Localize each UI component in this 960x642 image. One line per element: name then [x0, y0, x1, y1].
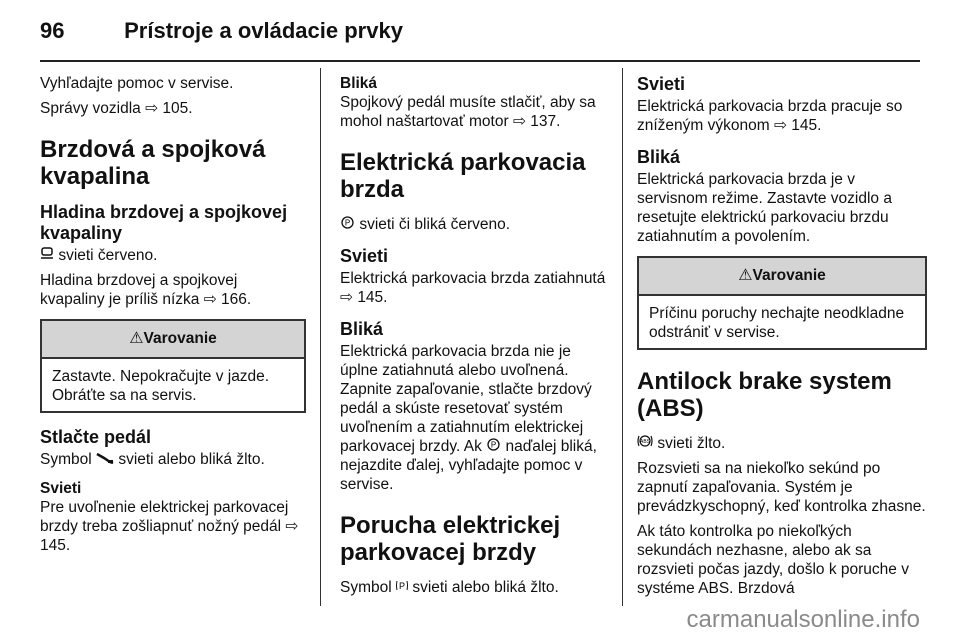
paragraph: Elektrická parkovacia brzda zatiahnutá ⇨ 145. [340, 270, 606, 306]
reference-arrow-icon: ⇨ [145, 100, 159, 117]
warning-header: ⚠Varovanie [42, 321, 304, 359]
page-header [40, 18, 403, 44]
section-heading: Brzdová a spojková kvapalina [40, 136, 266, 190]
header-rule [40, 60, 920, 62]
page-reference[interactable]: 145. [40, 537, 71, 554]
reference-arrow-icon: ⇨ [203, 291, 217, 308]
subsection-heading: Hladina brzdovej a spojkovej kvapaliny [40, 202, 288, 243]
reference-arrow-icon: ⇨ [340, 289, 353, 306]
svg-text:P: P [491, 440, 497, 450]
warning-header: ⚠Varovanie [639, 258, 925, 296]
paragraph: Hladina brzdovej a spojkovej kvapaliny je príliš nízka ⇨ 166. [40, 272, 252, 308]
clutch-pedal-icon [96, 452, 114, 464]
section-heading: Elektrická parkovacia brzda [340, 149, 586, 203]
warning-text: Zastavte. Nepokračujte v jazde. Obráťte sa na servis. [52, 368, 270, 404]
subsection-heading: Stlačte pedál [40, 427, 152, 447]
paragraph: ABS svieti žlto. [637, 434, 927, 453]
paragraph: svieti červeno. [40, 246, 306, 265]
reference-arrow-icon: ⇨ [773, 117, 787, 134]
brake-fluid-icon [40, 247, 54, 260]
column-divider [320, 68, 321, 606]
warning-box [637, 256, 927, 350]
column-1 [40, 74, 306, 561]
warning-triangle-icon: ⚠ [129, 330, 144, 347]
warning-text: Príčinu poruchy nechajte neodkladne odstrániť v servise. [649, 305, 905, 341]
page-reference[interactable]: 137. [530, 113, 561, 130]
paragraph: Elektrická parkovacia brzda pracuje so zníženým výkonom ⇨ 145. [637, 98, 903, 134]
warning-triangle-icon: ⚠ [738, 267, 753, 284]
column-3 [637, 74, 927, 604]
svg-text:P: P [398, 581, 406, 591]
reference-arrow-icon: ⇨ [512, 113, 526, 130]
paragraph: Rozsvieti sa na niekoľko sekúnd po zapnutí zapaľovania. Systém je prevádzkyschopný, keď kontrolka zhasne. [637, 460, 926, 515]
column-divider [622, 68, 623, 606]
paragraph: P svieti či bliká červeno. [340, 215, 608, 234]
section-heading: Antilock brake system (ABS) [637, 368, 892, 422]
subsection-heading: Bliká [637, 147, 681, 167]
subheading: Svieti [40, 480, 82, 497]
page-reference[interactable]: 105. [162, 100, 193, 117]
page-title: Prístroje a ovládacie prvky [124, 18, 403, 43]
reference-arrow-icon: ⇨ [285, 518, 299, 535]
parking-brake-fault-icon [396, 579, 408, 592]
paragraph: Symbol svieti alebo bliká žlto. [40, 451, 265, 468]
paragraph: Elektrická parkovacia brzda je v servisnom režime. Zastavte vozidlo a resetujte elektrickú parkovaciu brzdu zatiahnutím a povolením. [637, 171, 892, 245]
parking-brake-icon [486, 438, 501, 451]
subsection-heading: Svieti [637, 74, 686, 94]
subsection-heading: Svieti [340, 246, 389, 266]
watermark: carmanualsonline.info [686, 606, 920, 633]
subheading: Bliká [340, 75, 378, 92]
paragraph: Správy vozidla ⇨ 105. [40, 100, 193, 117]
paragraph: Pre uvoľnenie elektrickej parkovacej brzdy treba zošliapnuť nožný pedál ⇨ 145. [40, 499, 299, 554]
page-number: 96 [40, 18, 65, 43]
paragraph: Vyhľadajte pomoc v servise. [40, 75, 234, 92]
paragraph: Symbol P svieti alebo bliká žlto. [340, 579, 559, 596]
paragraph: Elektrická parkovacia brzda nie je úplne zatiahnutá alebo uvoľnená. Zapnite zapaľovanie, stlačte brzdový pedál a skúste resetovať systém uvoľnením a zatiahnutím elektrickej parkovacej brzdy. Ak P naďalej bliká, nejazdite ďalej, vyhľadajte pomoc v servise. [340, 343, 597, 493]
page-reference[interactable]: 145. [791, 117, 822, 134]
page-reference[interactable]: 145. [357, 289, 388, 306]
parking-brake-icon [340, 216, 355, 229]
paragraph: Ak táto kontrolka po niekoľkých sekundách nezhasne, alebo ak sa rozsvieti počas jazdy, došlo k poruche v systéme ABS. Brzdová [637, 523, 909, 597]
svg-text:P: P [344, 218, 351, 228]
subsection-heading: Bliká [340, 319, 384, 339]
svg-text:ABS: ABS [639, 439, 651, 445]
paragraph: Spojkový pedál musíte stlačiť, aby sa mohol naštartovať motor ⇨ 137. [340, 94, 596, 130]
page-reference[interactable]: 166. [221, 291, 252, 308]
section-heading: Porucha elektrickej parkovacej brzdy [340, 512, 561, 566]
warning-box [40, 319, 306, 413]
abs-icon [637, 434, 653, 448]
column-2 [340, 74, 608, 603]
